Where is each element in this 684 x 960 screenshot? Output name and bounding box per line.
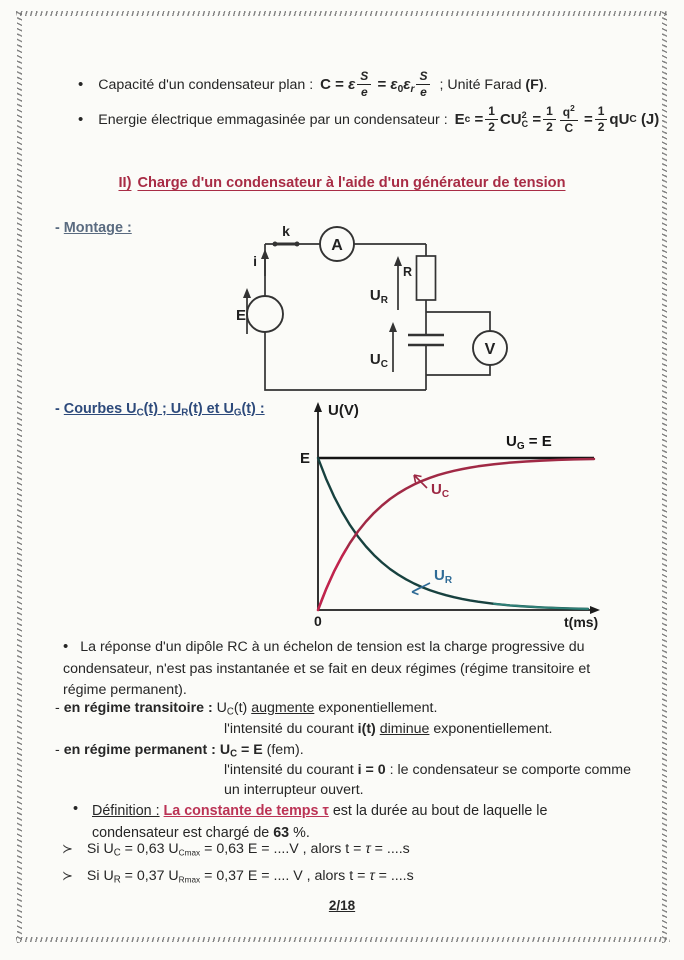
decorative-border-right	[662, 11, 667, 943]
regime-transitoire-line: - en régime transitoire : $U_C(t)$ augmente exponentiellement.	[55, 700, 438, 718]
uc-arrowhead	[389, 322, 397, 332]
bullet-icon: •	[78, 111, 84, 129]
generator-icon	[247, 296, 283, 332]
capacitance-unit-text: ; Unité Farad (F).	[439, 76, 548, 93]
graph-e-tick: E	[299, 450, 310, 467]
courbes-label: - Courbes $U_C(t)$ ; $U_R(t)$ et $U_G(t)$ :	[55, 401, 265, 419]
decorative-border-top	[16, 11, 668, 16]
section-heading	[0, 175, 684, 191]
emf-arrowhead	[243, 288, 251, 298]
section-numeral: II)	[118, 175, 132, 191]
graph-xlabel: t(ms)	[564, 614, 599, 630]
uc-pointer-arrow	[414, 475, 427, 488]
emf-label: E	[236, 307, 247, 324]
arrow-bullet-icon: ≻	[62, 868, 73, 883]
ur-label: $U_R$	[369, 287, 388, 306]
ammeter-label: A	[331, 237, 343, 254]
graph-ur-label: $U_R$	[434, 567, 453, 586]
y-axis-arrowhead	[314, 402, 322, 412]
arrow-bullet-icon: ≻	[62, 841, 73, 856]
montage-label: - Montage :	[55, 220, 132, 236]
uc-label: $U_C$	[369, 351, 388, 370]
ur-tau-line: ≻ Si $U_R = 0,37$ $U_{Rmax} = 0,37$ E = .... V , alors t = τ = ....s	[62, 868, 414, 886]
graph-ylabel: U(V)	[328, 402, 359, 419]
capacitance-label: Capacité d'un condensateur plan :	[98, 76, 314, 93]
bullet-icon: •	[63, 638, 69, 655]
capacitor-icon	[408, 335, 444, 345]
rc-charge-graph	[268, 398, 613, 633]
switch-node-left	[273, 242, 278, 247]
resistor-label: R	[402, 265, 412, 279]
decorative-border-bottom	[16, 937, 670, 942]
ur-curve	[318, 458, 588, 609]
capacitance-formula: C = ε $\frac{S}{e}$ = $\varepsilon_0\varepsilon_r$ $\frac{S}{e}$	[320, 70, 432, 100]
current-arrowhead	[261, 249, 269, 259]
definition-paragraph: Définition : La constante de temps τ est la durée au bout de laquelle le condensateur est chargé de 63 %.	[92, 803, 548, 842]
graph-ug-label: $U_G = E$	[506, 433, 552, 452]
resistor-icon	[417, 256, 436, 300]
definition-label: Définition :	[92, 803, 160, 819]
capacitance-bullet	[78, 70, 548, 100]
interrupteur-ouvert-line: un interrupteur ouvert.	[224, 782, 364, 798]
circuit-diagram	[230, 224, 550, 404]
bullet-icon: •	[78, 76, 84, 94]
regime-permanent-line: - en régime permanent : $U_C = E$ (fem).	[55, 742, 304, 760]
energy-label: Energie électrique emmagasinée par un condensateur :	[98, 111, 448, 128]
switch-label: k	[282, 224, 290, 239]
uc-tau-line: ≻ Si $U_C = 0,63$ $U_{Cmax} = 0,63$ E = ....V , alors t = τ = ....s	[62, 841, 410, 859]
rc-response-paragraph: • La réponse d'un dipôle RC à un échelon de tension est la charge progressive du condensateur, n'est pas instantanée et se fait en deux régimes (régime transitoire et régime permanent).	[63, 638, 591, 698]
graph-origin: 0	[314, 613, 322, 629]
graph-uc-label: $U_C$	[431, 481, 450, 500]
section-title: Charge d'un condensateur à l'aide d'un générateur de tension	[137, 175, 566, 191]
uc-curve-start-highlight	[318, 549, 346, 610]
voltmeter-label: V	[484, 341, 496, 358]
courant-diminue-line: l'intensité du courant i(t) diminue exponentiellement.	[224, 721, 553, 737]
uc-curve	[318, 459, 594, 610]
current-label: i	[253, 253, 257, 269]
bullet-icon: •	[73, 801, 79, 817]
time-constant-highlight: La constante de temps τ	[163, 803, 329, 819]
page-number: 2/18	[328, 898, 356, 913]
energy-formula: E c = $\frac{1}{2}$ CU 2 C = $\frac{1}{2}$ $\frac{q^2}{C}$ = $\frac{1}{2}$ qU C (J)	[454, 103, 660, 136]
courant-nul-line: l'intensité du courant i = 0 : le condensateur se comporte comme	[224, 762, 631, 778]
x-axis-arrowhead	[590, 606, 600, 614]
switch-node-right	[295, 242, 300, 247]
ur-arrowhead	[394, 256, 402, 266]
energy-bullet	[78, 104, 659, 136]
decorative-border-left	[17, 11, 22, 943]
